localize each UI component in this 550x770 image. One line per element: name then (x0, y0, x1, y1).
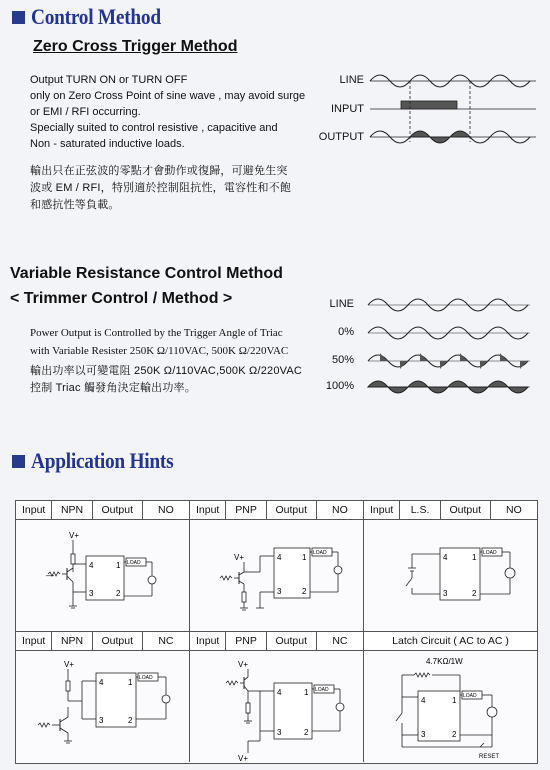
variable-resistance-title: Variable Resistance Control Method (10, 265, 283, 282)
svg-text:1: 1 (472, 553, 477, 562)
cell-latch-circuit (364, 632, 537, 762)
svg-text:LOAD: LOAD (483, 550, 497, 556)
zc-line: Non - saturated inductive loads. (30, 138, 185, 150)
vr-cn-line: 輸出功率以可變電阻 250K Ω/110VAC,500K Ω/220VAC (30, 365, 303, 377)
zc-line: or EMI / RFI occurring. (30, 106, 141, 118)
hdr-input: Input (190, 632, 226, 650)
hdr-output: Output (93, 632, 143, 650)
pnp-no-circuit (190, 520, 363, 630)
svg-text:2: 2 (116, 589, 121, 598)
hdr-mode: NO (506, 504, 522, 516)
zc-line: only on Zero Cross Point of sine wave , may avoid surge (30, 90, 306, 102)
hdr-input: Input (16, 632, 52, 650)
hdr-input: Input (16, 501, 52, 519)
resistor-label: 4.7KΩ/1W (426, 657, 463, 666)
zero-cross-title: Zero Cross Trigger Method (33, 38, 238, 55)
cell-header (364, 501, 537, 520)
section-square-icon (12, 455, 25, 468)
zc-cn-line: 和感抗性等負載。 (30, 199, 120, 211)
variable-waveform (364, 292, 536, 404)
cell-header (190, 632, 363, 651)
wave-label-input: INPUT (331, 103, 364, 115)
svg-text:LOAD: LOAD (463, 693, 477, 699)
svg-text:3: 3 (99, 716, 104, 725)
variable-cn (30, 363, 302, 397)
hdr-mode: NC (158, 635, 174, 647)
zc-cn-line: 波或 EM / RFI，特別適於控制阻抗性，電容性和不飽 (30, 182, 292, 194)
wave-label-line: LINE (339, 74, 364, 86)
vwave-label-line: LINE (329, 298, 354, 310)
npn-nc-circuit (16, 651, 189, 761)
svg-text:4: 4 (277, 688, 282, 697)
svg-text:1: 1 (128, 678, 133, 687)
hdr-output: Output (93, 501, 143, 519)
cell-pnp-nc (190, 632, 364, 762)
hdr-type: NPN (52, 632, 92, 650)
cell-header (190, 501, 363, 520)
hdr-mode: NC (332, 635, 348, 647)
cell-header (16, 632, 189, 651)
svg-text:LOAD: LOAD (313, 550, 327, 556)
application-grid (15, 500, 538, 764)
zc-line: Specially suited to control resistive , capacitive and (30, 122, 278, 134)
zero-cross-waveform (368, 64, 538, 154)
cell-header (364, 632, 537, 651)
hdr-mode: NO (158, 504, 174, 516)
vwave-label-100: 100% (325, 380, 354, 392)
svg-text:1: 1 (302, 553, 307, 562)
hdr-output: Output (267, 632, 317, 650)
vwave-label-50: 50% (331, 354, 354, 366)
svg-text:4: 4 (99, 678, 104, 687)
vwave-label-0: 0% (338, 326, 354, 338)
hdr-type: L.S. (400, 501, 440, 519)
svg-text:2: 2 (472, 589, 477, 598)
zero-cross-description (30, 72, 305, 152)
svg-text:V+: V+ (234, 553, 245, 562)
zero-cross-cn (30, 163, 291, 214)
svg-text:4: 4 (89, 561, 94, 570)
svg-text:LOAD: LOAD (315, 687, 329, 693)
svg-text:2: 2 (302, 587, 307, 596)
cell-ls-no (364, 501, 537, 632)
hdr-input: Input (190, 501, 226, 519)
svg-text:V+: V+ (69, 531, 80, 540)
hdr-output: Output (267, 501, 317, 519)
cell-npn-nc (16, 632, 190, 762)
hdr-type: PNP (226, 632, 266, 650)
hdr-latch: Latch Circuit ( AC to AC ) (392, 635, 509, 647)
svg-text:4: 4 (421, 696, 426, 705)
svg-text:4: 4 (277, 553, 282, 562)
reset-label: RESET (479, 754, 500, 760)
svg-text:3: 3 (443, 589, 448, 598)
svg-text:2: 2 (128, 716, 133, 725)
cell-npn-no (16, 501, 190, 632)
svg-text:—: — (46, 571, 54, 580)
svg-text:1: 1 (304, 688, 309, 697)
cell-header (16, 501, 189, 520)
latch-circuit (364, 651, 537, 761)
cell-pnp-no (190, 501, 364, 632)
hdr-mode: NO (332, 504, 348, 516)
section-square-icon (12, 11, 25, 24)
svg-text:1: 1 (116, 561, 121, 570)
svg-text:1: 1 (452, 696, 457, 705)
zc-cn-line: 輸出只在正弦波的零點才會動作或復歸，可避免生突 (30, 165, 288, 177)
svg-text:3: 3 (277, 587, 282, 596)
svg-text:LOAD: LOAD (139, 675, 153, 681)
svg-text:2: 2 (304, 728, 309, 737)
npn-no-circuit (16, 520, 189, 630)
svg-text:3: 3 (421, 730, 426, 739)
vr-line: Power Output is Controlled by the Trigger Angle of Triac (30, 327, 283, 339)
svg-text:2: 2 (452, 730, 457, 739)
application-hints-heading: Application Hints (12, 448, 193, 474)
vr-cn-line: 控制 Triac 觸發角決定輸出功率。 (30, 382, 196, 394)
hdr-type: PNP (226, 501, 266, 519)
variable-description (30, 326, 288, 359)
zc-line: Output TURN ON or TURN OFF (30, 74, 188, 86)
control-method-heading: Control Method (12, 4, 179, 30)
pnp-nc-circuit (190, 651, 363, 761)
svg-text:V+: V+ (238, 660, 249, 669)
svg-text:4: 4 (443, 553, 448, 562)
trimmer-subtitle: < Trimmer Control / Method > (10, 290, 233, 307)
hdr-input: Input (364, 501, 400, 519)
svg-text:V+: V+ (64, 660, 75, 669)
hdr-output: Output (441, 501, 491, 519)
svg-text:3: 3 (277, 728, 282, 737)
vr-line: with Variable Resister 250K Ω/110VAC, 500K Ω/220VAC (30, 345, 289, 357)
wave-label-output: OUTPUT (318, 131, 364, 143)
svg-text:3: 3 (89, 589, 94, 598)
svg-text:LOAD: LOAD (127, 560, 141, 566)
ls-no-circuit (364, 520, 537, 630)
svg-text:V+: V+ (238, 754, 249, 761)
hdr-type: NPN (52, 501, 92, 519)
